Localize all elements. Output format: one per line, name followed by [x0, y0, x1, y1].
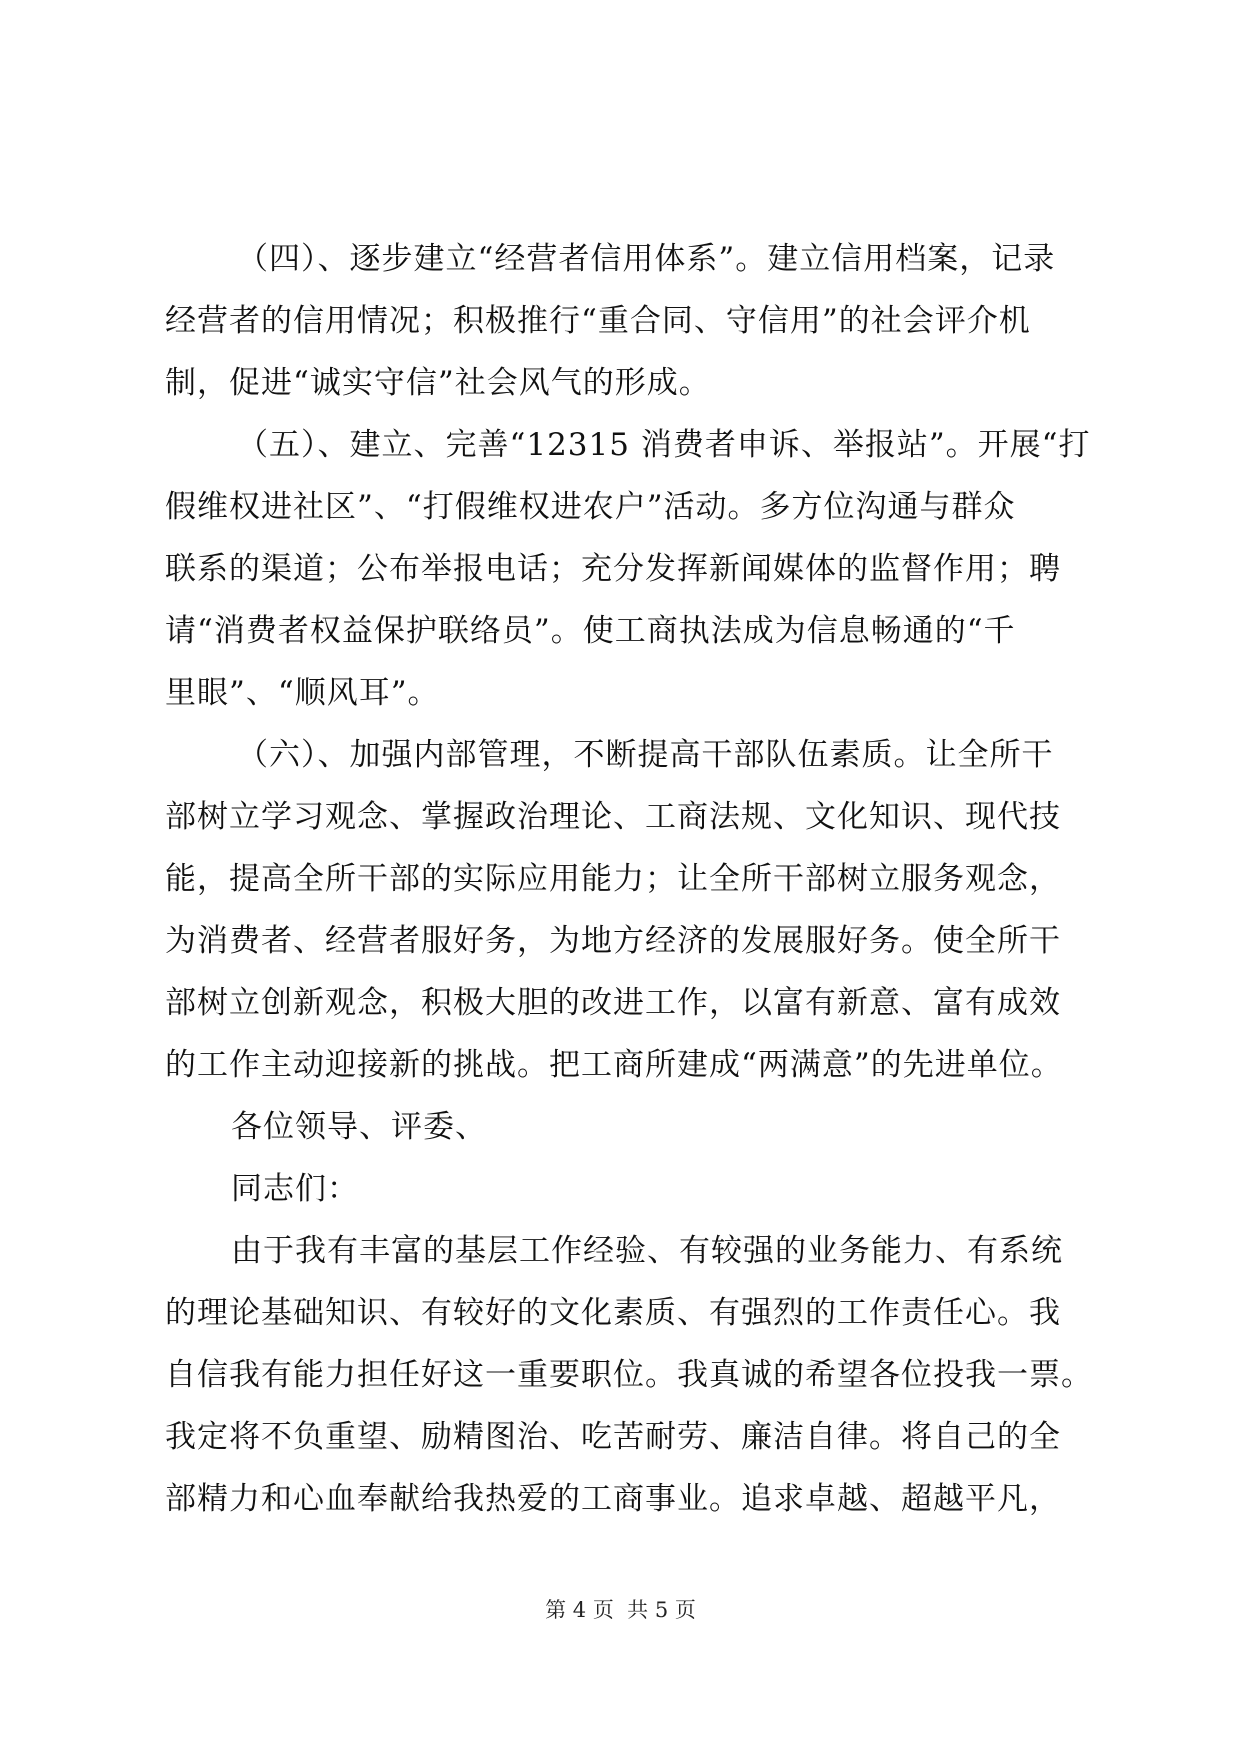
document-body — [165, 228, 1093, 1530]
text-line: 能，提高全所干部的实际应用能力；让全所干部树立服务观念， — [165, 861, 1061, 897]
text-line: 各位领导、评委、 — [231, 1109, 487, 1145]
text-line: 的工作主动迎接新的挑战。把工商所建成“两满意”的先进单位。 — [165, 1047, 1063, 1083]
page-number-label: 第 4 页 共 5 页 — [545, 1598, 696, 1622]
text-line: （六）、加强内部管理，不断提高干部队伍素质。让全所干 — [237, 737, 1054, 773]
text-line: （四）、逐步建立“经营者信用体系”。建立信用档案，记录 — [237, 241, 1056, 277]
text-line: 联系的渠道；公布举报电话；充分发挥新闻媒体的监督作用；聘 — [165, 551, 1061, 587]
text-line: 同志们： — [231, 1171, 359, 1207]
text-line: （五）、建立、完善“12315 消费者申诉、举报站”。开展“打 — [237, 427, 1091, 463]
text-line: 经营者的信用情况；积极推行“重合同、守信用”的社会评介机 — [165, 303, 1031, 339]
text-line: 自信我有能力担任好这一重要职位。我真诚的希望各位投我一票。 — [165, 1357, 1093, 1393]
text-line: 我定将不负重望、励精图治、吃苦耐劳、廉洁自律。将自己的全 — [165, 1419, 1061, 1455]
page-footer — [0, 1594, 1241, 1624]
text-line: 部树立创新观念，积极大胆的改进工作，以富有新意、富有成效 — [165, 985, 1061, 1021]
text-line: 的理论基础知识、有较好的文化素质、有强烈的工作责任心。我 — [165, 1295, 1061, 1331]
text-line: 由于我有丰富的基层工作经验、有较强的业务能力、有系统 — [231, 1233, 1063, 1269]
text-line: 部精力和心血奉献给我热爱的工商事业。追求卓越、超越平凡， — [165, 1481, 1061, 1517]
text-line: 请“消费者权益保护联络员”。使工商执法成为信息畅通的“千 — [165, 613, 1016, 649]
text-line: 制，促进“诚实守信”社会风气的形成。 — [165, 365, 711, 401]
text-line: 为消费者、经营者服好务，为地方经济的发展服好务。使全所干 — [165, 923, 1061, 959]
text-line: 假维权进社区”、“打假维权进农户”活动。多方位沟通与群众 — [165, 489, 1016, 525]
text-line: 部树立学习观念、掌握政治理论、工商法规、文化知识、现代技 — [165, 799, 1061, 835]
text-line: 里眼”、“顺风耳”。 — [165, 675, 440, 711]
